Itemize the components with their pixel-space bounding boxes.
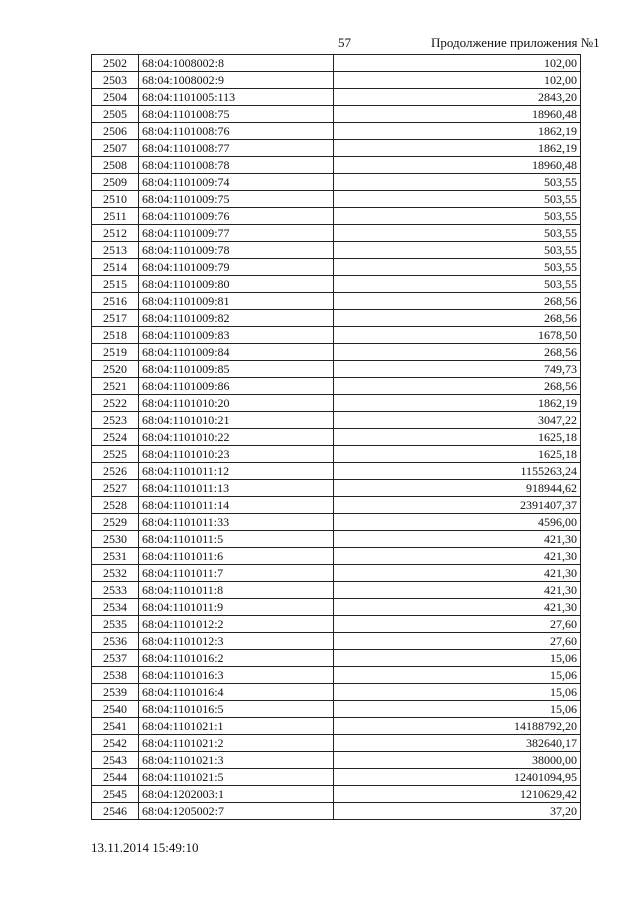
row-number-cell: 2522 <box>92 395 139 412</box>
table-row <box>92 412 581 429</box>
table-row <box>92 208 581 225</box>
value-cell: 27,60 <box>334 633 581 650</box>
table-row <box>92 429 581 446</box>
cadastral-number-cell: 68:04:1101009:81 <box>139 293 334 310</box>
row-number-cell: 2537 <box>92 650 139 667</box>
row-number-cell: 2510 <box>92 191 139 208</box>
table-row <box>92 259 581 276</box>
cadastral-number-cell: 68:04:1101010:21 <box>139 412 334 429</box>
value-cell: 503,55 <box>334 225 581 242</box>
cadastral-number-cell: 68:04:1101016:3 <box>139 667 334 684</box>
table-row <box>92 463 581 480</box>
row-number-cell: 2516 <box>92 293 139 310</box>
table-row <box>92 157 581 174</box>
value-cell: 1155263,24 <box>334 463 581 480</box>
table-row <box>92 684 581 701</box>
row-number-cell: 2526 <box>92 463 139 480</box>
value-cell: 421,30 <box>334 582 581 599</box>
row-number-cell: 2530 <box>92 531 139 548</box>
table-row <box>92 633 581 650</box>
table-row <box>92 718 581 735</box>
table-row <box>92 582 581 599</box>
row-number-cell: 2538 <box>92 667 139 684</box>
table-row <box>92 344 581 361</box>
cadastral-number-cell: 68:04:1101016:2 <box>139 650 334 667</box>
value-cell: 749,73 <box>334 361 581 378</box>
value-cell: 503,55 <box>334 276 581 293</box>
table-row <box>92 174 581 191</box>
row-number-cell: 2509 <box>92 174 139 191</box>
cadastral-number-cell: 68:04:1101011:33 <box>139 514 334 531</box>
cadastral-number-cell: 68:04:1101009:80 <box>139 276 334 293</box>
cadastral-number-cell: 68:04:1101008:76 <box>139 123 334 140</box>
row-number-cell: 2518 <box>92 327 139 344</box>
value-cell: 1862,19 <box>334 123 581 140</box>
value-cell: 421,30 <box>334 565 581 582</box>
cadastral-number-cell: 68:04:1101008:77 <box>139 140 334 157</box>
cadastral-number-cell: 68:04:1101016:5 <box>139 701 334 718</box>
row-number-cell: 2541 <box>92 718 139 735</box>
cadastral-number-cell: 68:04:1008002:8 <box>139 55 334 72</box>
value-cell: 421,30 <box>334 548 581 565</box>
value-cell: 12401094,95 <box>334 769 581 786</box>
row-number-cell: 2513 <box>92 242 139 259</box>
page-number: 57 <box>338 35 351 50</box>
table-row <box>92 446 581 463</box>
cadastral-number-cell: 68:04:1101009:86 <box>139 378 334 395</box>
row-number-cell: 2525 <box>92 446 139 463</box>
row-number-cell: 2523 <box>92 412 139 429</box>
table-row <box>92 242 581 259</box>
value-cell: 4596,00 <box>334 514 581 531</box>
value-cell: 15,06 <box>334 684 581 701</box>
cadastral-number-cell: 68:04:1101012:2 <box>139 616 334 633</box>
cadastral-number-cell: 68:04:1101012:3 <box>139 633 334 650</box>
table-row <box>92 565 581 582</box>
cadastral-number-cell: 68:04:1205002:7 <box>139 803 334 820</box>
table-row <box>92 276 581 293</box>
value-cell: 27,60 <box>334 616 581 633</box>
cadastral-number-cell: 68:04:1008002:9 <box>139 72 334 89</box>
cadastral-number-cell: 68:04:1101009:78 <box>139 242 334 259</box>
cadastral-number-cell: 68:04:1101021:3 <box>139 752 334 769</box>
value-cell: 18960,48 <box>334 157 581 174</box>
cadastral-number-cell: 68:04:1101009:77 <box>139 225 334 242</box>
row-number-cell: 2502 <box>92 55 139 72</box>
value-cell: 2391407,37 <box>334 497 581 514</box>
table-row <box>92 72 581 89</box>
value-cell: 102,00 <box>334 72 581 89</box>
cadastral-number-cell: 68:04:1101011:7 <box>139 565 334 582</box>
registry-table-body <box>92 55 581 820</box>
table-row <box>92 140 581 157</box>
row-number-cell: 2529 <box>92 514 139 531</box>
value-cell: 18960,48 <box>334 106 581 123</box>
row-number-cell: 2536 <box>92 633 139 650</box>
cadastral-number-cell: 68:04:1101008:75 <box>139 106 334 123</box>
cadastral-number-cell: 68:04:1101021:1 <box>139 718 334 735</box>
value-cell: 268,56 <box>334 293 581 310</box>
table-row <box>92 599 581 616</box>
table-row <box>92 225 581 242</box>
value-cell: 38000,00 <box>334 752 581 769</box>
cadastral-number-cell: 68:04:1101021:2 <box>139 735 334 752</box>
value-cell: 918944,62 <box>334 480 581 497</box>
cadastral-number-cell: 68:04:1101011:13 <box>139 480 334 497</box>
value-cell: 503,55 <box>334 191 581 208</box>
value-cell: 14188792,20 <box>334 718 581 735</box>
row-number-cell: 2512 <box>92 225 139 242</box>
print-timestamp: 13.11.2014 15:49:10 <box>91 840 199 855</box>
row-number-cell: 2504 <box>92 89 139 106</box>
table-row <box>92 803 581 820</box>
value-cell: 421,30 <box>334 599 581 616</box>
row-number-cell: 2519 <box>92 344 139 361</box>
value-cell: 268,56 <box>334 310 581 327</box>
value-cell: 37,20 <box>334 803 581 820</box>
value-cell: 503,55 <box>334 208 581 225</box>
row-number-cell: 2546 <box>92 803 139 820</box>
table-row <box>92 293 581 310</box>
table-row <box>92 786 581 803</box>
cadastral-number-cell: 68:04:1101009:75 <box>139 191 334 208</box>
value-cell: 503,55 <box>334 242 581 259</box>
table-row <box>92 650 581 667</box>
row-number-cell: 2542 <box>92 735 139 752</box>
cadastral-number-cell: 68:04:1101010:23 <box>139 446 334 463</box>
table-row <box>92 531 581 548</box>
row-number-cell: 2531 <box>92 548 139 565</box>
cadastral-number-cell: 68:04:1101010:20 <box>139 395 334 412</box>
cadastral-number-cell: 68:04:1101011:5 <box>139 531 334 548</box>
row-number-cell: 2520 <box>92 361 139 378</box>
cadastral-number-cell: 68:04:1101021:5 <box>139 769 334 786</box>
table-row <box>92 89 581 106</box>
row-number-cell: 2508 <box>92 157 139 174</box>
row-number-cell: 2534 <box>92 599 139 616</box>
value-cell: 1862,19 <box>334 140 581 157</box>
value-cell: 1678,50 <box>334 327 581 344</box>
value-cell: 1210629,42 <box>334 786 581 803</box>
table-row <box>92 55 581 72</box>
table-row <box>92 378 581 395</box>
table-row <box>92 497 581 514</box>
table-row <box>92 327 581 344</box>
cadastral-number-cell: 68:04:1101008:78 <box>139 157 334 174</box>
value-cell: 15,06 <box>334 701 581 718</box>
row-number-cell: 2540 <box>92 701 139 718</box>
row-number-cell: 2545 <box>92 786 139 803</box>
cadastral-number-cell: 68:04:1202003:1 <box>139 786 334 803</box>
value-cell: 2843,20 <box>334 89 581 106</box>
table-row <box>92 735 581 752</box>
table-row <box>92 310 581 327</box>
table-row <box>92 548 581 565</box>
table-row <box>92 191 581 208</box>
table-row <box>92 616 581 633</box>
cadastral-number-cell: 68:04:1101010:22 <box>139 429 334 446</box>
cadastral-number-cell: 68:04:1101009:84 <box>139 344 334 361</box>
value-cell: 268,56 <box>334 378 581 395</box>
value-cell: 3047,22 <box>334 412 581 429</box>
row-number-cell: 2544 <box>92 769 139 786</box>
row-number-cell: 2543 <box>92 752 139 769</box>
row-number-cell: 2539 <box>92 684 139 701</box>
cadastral-number-cell: 68:04:1101009:79 <box>139 259 334 276</box>
value-cell: 421,30 <box>334 531 581 548</box>
value-cell: 382640,17 <box>334 735 581 752</box>
table-row <box>92 123 581 140</box>
appendix-note: Продолжение приложения №1 <box>431 35 600 50</box>
cadastral-number-cell: 68:04:1101009:85 <box>139 361 334 378</box>
row-number-cell: 2521 <box>92 378 139 395</box>
table-row <box>92 480 581 497</box>
value-cell: 503,55 <box>334 259 581 276</box>
table-row <box>92 769 581 786</box>
row-number-cell: 2527 <box>92 480 139 497</box>
cadastral-number-cell: 68:04:1101009:74 <box>139 174 334 191</box>
row-number-cell: 2511 <box>92 208 139 225</box>
table-row <box>92 701 581 718</box>
row-number-cell: 2533 <box>92 582 139 599</box>
row-number-cell: 2535 <box>92 616 139 633</box>
table-row <box>92 667 581 684</box>
cadastral-number-cell: 68:04:1101011:12 <box>139 463 334 480</box>
value-cell: 1625,18 <box>334 429 581 446</box>
cadastral-number-cell: 68:04:1101011:14 <box>139 497 334 514</box>
table-row <box>92 752 581 769</box>
table-row <box>92 395 581 412</box>
value-cell: 268,56 <box>334 344 581 361</box>
row-number-cell: 2515 <box>92 276 139 293</box>
cadastral-number-cell: 68:04:1101016:4 <box>139 684 334 701</box>
cadastral-number-cell: 68:04:1101005:113 <box>139 89 334 106</box>
cadastral-number-cell: 68:04:1101009:83 <box>139 327 334 344</box>
value-cell: 503,55 <box>334 174 581 191</box>
row-number-cell: 2506 <box>92 123 139 140</box>
table-row <box>92 106 581 123</box>
row-number-cell: 2507 <box>92 140 139 157</box>
cadastral-number-cell: 68:04:1101009:76 <box>139 208 334 225</box>
value-cell: 1862,19 <box>334 395 581 412</box>
row-number-cell: 2528 <box>92 497 139 514</box>
cadastral-number-cell: 68:04:1101011:6 <box>139 548 334 565</box>
row-number-cell: 2517 <box>92 310 139 327</box>
value-cell: 102,00 <box>334 55 581 72</box>
value-cell: 15,06 <box>334 650 581 667</box>
value-cell: 15,06 <box>334 667 581 684</box>
cadastral-number-cell: 68:04:1101009:82 <box>139 310 334 327</box>
table-row <box>92 361 581 378</box>
registry-table <box>91 54 581 820</box>
row-number-cell: 2505 <box>92 106 139 123</box>
cadastral-number-cell: 68:04:1101011:8 <box>139 582 334 599</box>
row-number-cell: 2532 <box>92 565 139 582</box>
table-row <box>92 514 581 531</box>
value-cell: 1625,18 <box>334 446 581 463</box>
row-number-cell: 2514 <box>92 259 139 276</box>
row-number-cell: 2524 <box>92 429 139 446</box>
row-number-cell: 2503 <box>92 72 139 89</box>
cadastral-number-cell: 68:04:1101011:9 <box>139 599 334 616</box>
